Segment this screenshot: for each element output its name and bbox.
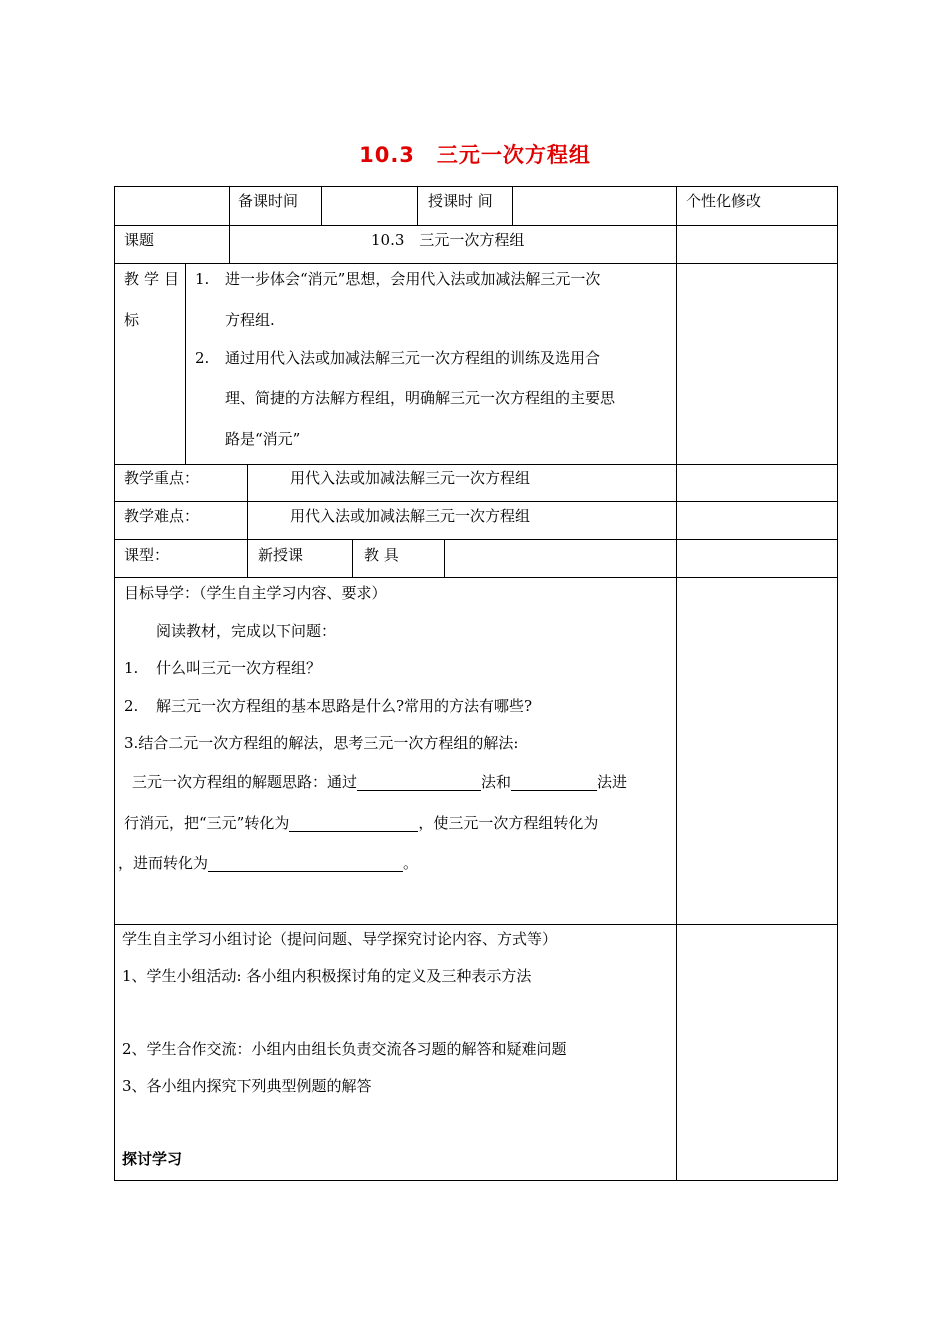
table-rule <box>114 464 838 465</box>
table-rule <box>114 186 838 187</box>
lesson-type-value: 新授课 <box>258 546 304 564</box>
table-rule <box>114 539 838 540</box>
table-rule <box>114 225 838 226</box>
goals-label-cont: 标 <box>124 311 140 329</box>
table-rule <box>185 263 186 464</box>
fill-line-2 <box>124 814 598 832</box>
goal-2-number: 2. <box>195 349 210 367</box>
difficulty-label: 教学难点： <box>124 507 200 525</box>
fill-blank <box>511 774 597 791</box>
key-point-label: 教学重点： <box>124 469 200 487</box>
table-rule <box>114 924 838 925</box>
goal-2-text: 通过用代入法或加减法解三元一次方程组的训练及选用合 <box>225 349 601 367</box>
question-1: 什么叫三元一次方程组？ <box>156 659 322 677</box>
fill-blank <box>357 774 481 791</box>
fill-text: 三元一次方程组的解题思路：通过 <box>132 773 358 791</box>
table-rule <box>114 186 115 1181</box>
explore-heading: 探讨学习 <box>122 1150 183 1168</box>
goals-label: 教学目 <box>124 270 185 288</box>
table-rule <box>417 186 418 225</box>
fill-blank <box>208 855 403 872</box>
fill-line-1 <box>132 773 627 791</box>
goal-1-text: 进一步体会“消元”思想，会用代入法或加减法解三元一次 <box>225 270 601 288</box>
goal-1-number: 1. <box>195 270 210 288</box>
question-1-number: 1. <box>124 659 139 677</box>
prep-time-label: 备课时间 <box>238 192 299 210</box>
question-2: 解三元一次方程组的基本思路是什么?常用的方法有哪些? <box>156 697 533 715</box>
discussion-item-3: 3、各小组内探究下列典型例题的解答 <box>122 1077 372 1095</box>
table-rule <box>512 186 513 225</box>
table-rule <box>114 1180 838 1181</box>
table-rule <box>114 577 838 578</box>
question-2-number: 2. <box>124 697 139 715</box>
table-rule <box>247 464 248 577</box>
teaching-tools-label: 教 具 <box>364 546 399 564</box>
table-rule <box>352 539 353 577</box>
document-title: 10.3 三元一次方程组 <box>359 143 591 167</box>
fill-text: 行消元，把“三元”转化为 <box>124 814 290 832</box>
fill-text: 。 <box>403 854 419 872</box>
table-rule <box>114 263 838 264</box>
question-3: 3.结合二元一次方程组的解法，思考三元一次方程组的解法: <box>124 734 519 752</box>
difficulty-value: 用代入法或加减法解三元一次方程组 <box>290 507 531 525</box>
table-rule <box>321 186 322 225</box>
guide-heading: 目标导学：（学生自主学习内容、要求） <box>124 584 387 602</box>
key-point-value: 用代入法或加减法解三元一次方程组 <box>290 469 531 487</box>
fill-blank <box>289 815 418 832</box>
personal-edit-label: 个性化修改 <box>686 192 762 210</box>
lesson-type-label: 课型： <box>124 546 170 564</box>
fill-text: ，进而转化为 <box>118 854 209 872</box>
fill-text: 法和 <box>481 773 512 791</box>
discussion-item-2: 2、学生合作交流：小组内由组长负责交流各习题的解答和疑难问题 <box>122 1040 567 1058</box>
table-rule <box>114 501 838 502</box>
fill-text: 法进 <box>597 773 628 791</box>
table-rule <box>229 186 230 264</box>
goal-1-text-cont: 方程组. <box>225 311 275 329</box>
table-rule <box>837 186 838 1181</box>
goal-2-text-cont: 路是“消元” <box>225 430 301 448</box>
goal-2-text-cont: 理、简捷的方法解方程组，明确解三元一次方程组的主要思 <box>225 389 616 407</box>
teach-time-label: 授课时 间 <box>428 192 493 210</box>
table-rule <box>444 539 445 577</box>
topic-label: 课题 <box>124 231 155 249</box>
discussion-heading: 学生自主学习小组讨论（提问问题、导学探究讨论内容、方式等） <box>122 930 558 948</box>
discussion-item-1: 1、学生小组活动: 各小组内积极探讨角的定义及三种表示方法 <box>122 967 532 985</box>
fill-text: ，使三元一次方程组转化为 <box>418 814 599 832</box>
guide-intro: 阅读教材，完成以下问题： <box>156 622 337 640</box>
topic-value: 10.3 三元一次方程组 <box>371 231 525 249</box>
fill-line-3 <box>118 854 418 872</box>
table-rule <box>676 186 677 1181</box>
